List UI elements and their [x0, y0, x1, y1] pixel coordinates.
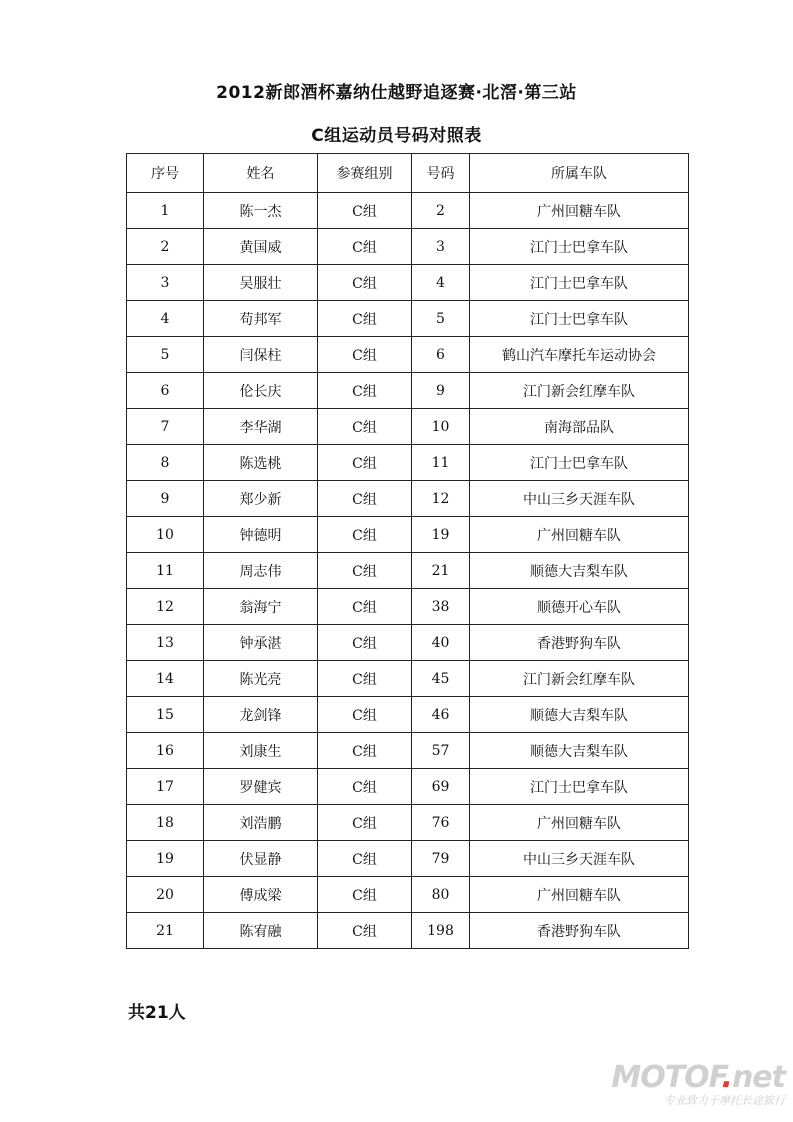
- cell-number: 69: [412, 769, 470, 805]
- cell-group: C组: [318, 445, 412, 481]
- cell-seq: 17: [127, 769, 204, 805]
- cell-team: 江门士巴拿车队: [470, 301, 689, 337]
- cell-team: 江门士巴拿车队: [470, 445, 689, 481]
- cell-group: C组: [318, 553, 412, 589]
- cell-group: C组: [318, 877, 412, 913]
- cell-group: C组: [318, 193, 412, 229]
- cell-number: 19: [412, 517, 470, 553]
- cell-name: 伦长庆: [204, 373, 318, 409]
- logo-main: MOTOF: [611, 1060, 722, 1095]
- cell-name: 闫保柱: [204, 337, 318, 373]
- cell-number: 5: [412, 301, 470, 337]
- cell-team: 顺德大吉梨车队: [470, 697, 689, 733]
- cell-seq: 8: [127, 445, 204, 481]
- cell-name: 罗健宾: [204, 769, 318, 805]
- table-header-row: [127, 154, 689, 193]
- cell-number: 80: [412, 877, 470, 913]
- cell-number: 3: [412, 229, 470, 265]
- cell-seq: 5: [127, 337, 204, 373]
- cell-group: C组: [318, 373, 412, 409]
- table-row: [127, 373, 689, 409]
- cell-team: 中山三乡天涯车队: [470, 481, 689, 517]
- cell-seq: 3: [127, 265, 204, 301]
- cell-team: 中山三乡天涯车队: [470, 841, 689, 877]
- cell-team: 广州回糖车队: [470, 193, 689, 229]
- cell-group: C组: [318, 769, 412, 805]
- cell-group: C组: [318, 301, 412, 337]
- cell-number: 12: [412, 481, 470, 517]
- cell-team: 江门士巴拿车队: [470, 229, 689, 265]
- cell-team: 广州回糖车队: [470, 877, 689, 913]
- table-row: [127, 661, 689, 697]
- cell-seq: 7: [127, 409, 204, 445]
- roster-table: [126, 153, 689, 949]
- cell-seq: 12: [127, 589, 204, 625]
- cell-number: 46: [412, 697, 470, 733]
- cell-name: 黄国威: [204, 229, 318, 265]
- cell-team: 顺德大吉梨车队: [470, 733, 689, 769]
- cell-name: 陈宥融: [204, 913, 318, 949]
- table-row: [127, 229, 689, 265]
- cell-group: C组: [318, 337, 412, 373]
- table-row: [127, 265, 689, 301]
- table-row: [127, 697, 689, 733]
- cell-seq: 14: [127, 661, 204, 697]
- cell-seq: 15: [127, 697, 204, 733]
- cell-name: 傅成梁: [204, 877, 318, 913]
- cell-group: C组: [318, 409, 412, 445]
- watermark: [595, 1062, 785, 1108]
- cell-group: C组: [318, 697, 412, 733]
- cell-number: 10: [412, 409, 470, 445]
- cell-seq: 9: [127, 481, 204, 517]
- document-title: 2012新郎酒杯嘉纳仕越野追逐赛·北滘·第三站: [216, 83, 577, 103]
- cell-seq: 11: [127, 553, 204, 589]
- logo-tld: net: [731, 1060, 785, 1095]
- cell-team: 顺德开心车队: [470, 589, 689, 625]
- cell-number: 79: [412, 841, 470, 877]
- cell-team: 鹤山汽车摩托车运动协会: [470, 337, 689, 373]
- table-row: [127, 733, 689, 769]
- cell-name: 陈光亮: [204, 661, 318, 697]
- cell-team: 香港野狗车队: [470, 625, 689, 661]
- table-row: [127, 481, 689, 517]
- cell-group: C组: [318, 481, 412, 517]
- cell-team: 江门新会红摩车队: [470, 373, 689, 409]
- cell-number: 2: [412, 193, 470, 229]
- cell-number: 21: [412, 553, 470, 589]
- cell-seq: 19: [127, 841, 204, 877]
- table-row: [127, 517, 689, 553]
- cell-name: 龙剑锋: [204, 697, 318, 733]
- cell-seq: 10: [127, 517, 204, 553]
- cell-name: 苟邦军: [204, 301, 318, 337]
- document-subtitle: C组运动员号码对照表: [311, 126, 482, 146]
- header-team: 所属车队: [470, 154, 689, 193]
- cell-number: 40: [412, 625, 470, 661]
- header-seq: 序号: [127, 154, 204, 193]
- cell-seq: 16: [127, 733, 204, 769]
- total-count: 共21人: [128, 1003, 186, 1023]
- cell-name: 周志伟: [204, 553, 318, 589]
- cell-group: C组: [318, 517, 412, 553]
- cell-number: 9: [412, 373, 470, 409]
- table-row: [127, 625, 689, 661]
- cell-seq: 4: [127, 301, 204, 337]
- cell-team: 江门士巴拿车队: [470, 265, 689, 301]
- cell-group: C组: [318, 841, 412, 877]
- table-row: [127, 913, 689, 949]
- cell-number: 11: [412, 445, 470, 481]
- cell-group: C组: [318, 733, 412, 769]
- watermark-tagline: 专业致力于摩托长途旅行: [664, 1094, 785, 1107]
- cell-group: C组: [318, 661, 412, 697]
- table-row: [127, 589, 689, 625]
- cell-team: 江门新会红摩车队: [470, 661, 689, 697]
- cell-number: 45: [412, 661, 470, 697]
- cell-seq: 20: [127, 877, 204, 913]
- cell-team: 香港野狗车队: [470, 913, 689, 949]
- logo-dot: .: [721, 1060, 732, 1095]
- table-row: [127, 301, 689, 337]
- cell-name: 李华湖: [204, 409, 318, 445]
- cell-number: 76: [412, 805, 470, 841]
- table-row: [127, 769, 689, 805]
- cell-group: C组: [318, 913, 412, 949]
- table-row: [127, 409, 689, 445]
- cell-team: 顺德大吉梨车队: [470, 553, 689, 589]
- cell-team: 广州回糖车队: [470, 805, 689, 841]
- cell-number: 38: [412, 589, 470, 625]
- cell-seq: 2: [127, 229, 204, 265]
- cell-group: C组: [318, 625, 412, 661]
- cell-number: 6: [412, 337, 470, 373]
- cell-seq: 21: [127, 913, 204, 949]
- cell-name: 陈选桃: [204, 445, 318, 481]
- header-number: 号码: [412, 154, 470, 193]
- cell-name: 伏显静: [204, 841, 318, 877]
- cell-name: 刘康生: [204, 733, 318, 769]
- watermark-logo: [595, 1062, 785, 1094]
- cell-group: C组: [318, 229, 412, 265]
- table-row: [127, 841, 689, 877]
- cell-group: C组: [318, 589, 412, 625]
- cell-name: 吴服壮: [204, 265, 318, 301]
- cell-name: 陈一杰: [204, 193, 318, 229]
- cell-seq: 18: [127, 805, 204, 841]
- cell-group: C组: [318, 805, 412, 841]
- cell-team: 广州回糖车队: [470, 517, 689, 553]
- cell-seq: 13: [127, 625, 204, 661]
- cell-name: 钟德明: [204, 517, 318, 553]
- header-name: 姓名: [204, 154, 318, 193]
- cell-team: 南海部品队: [470, 409, 689, 445]
- cell-name: 郑少新: [204, 481, 318, 517]
- table-row: [127, 193, 689, 229]
- table-row: [127, 445, 689, 481]
- cell-name: 翁海宁: [204, 589, 318, 625]
- table-row: [127, 877, 689, 913]
- cell-name: 钟承湛: [204, 625, 318, 661]
- table-row: [127, 337, 689, 373]
- cell-seq: 1: [127, 193, 204, 229]
- header-group: 参赛组别: [318, 154, 412, 193]
- table-row: [127, 805, 689, 841]
- cell-seq: 6: [127, 373, 204, 409]
- cell-group: C组: [318, 265, 412, 301]
- cell-number: 4: [412, 265, 470, 301]
- cell-team: 江门士巴拿车队: [470, 769, 689, 805]
- table-row: [127, 553, 689, 589]
- table-body: [127, 193, 689, 949]
- cell-number: 57: [412, 733, 470, 769]
- cell-number: 198: [412, 913, 470, 949]
- cell-name: 刘浩鹏: [204, 805, 318, 841]
